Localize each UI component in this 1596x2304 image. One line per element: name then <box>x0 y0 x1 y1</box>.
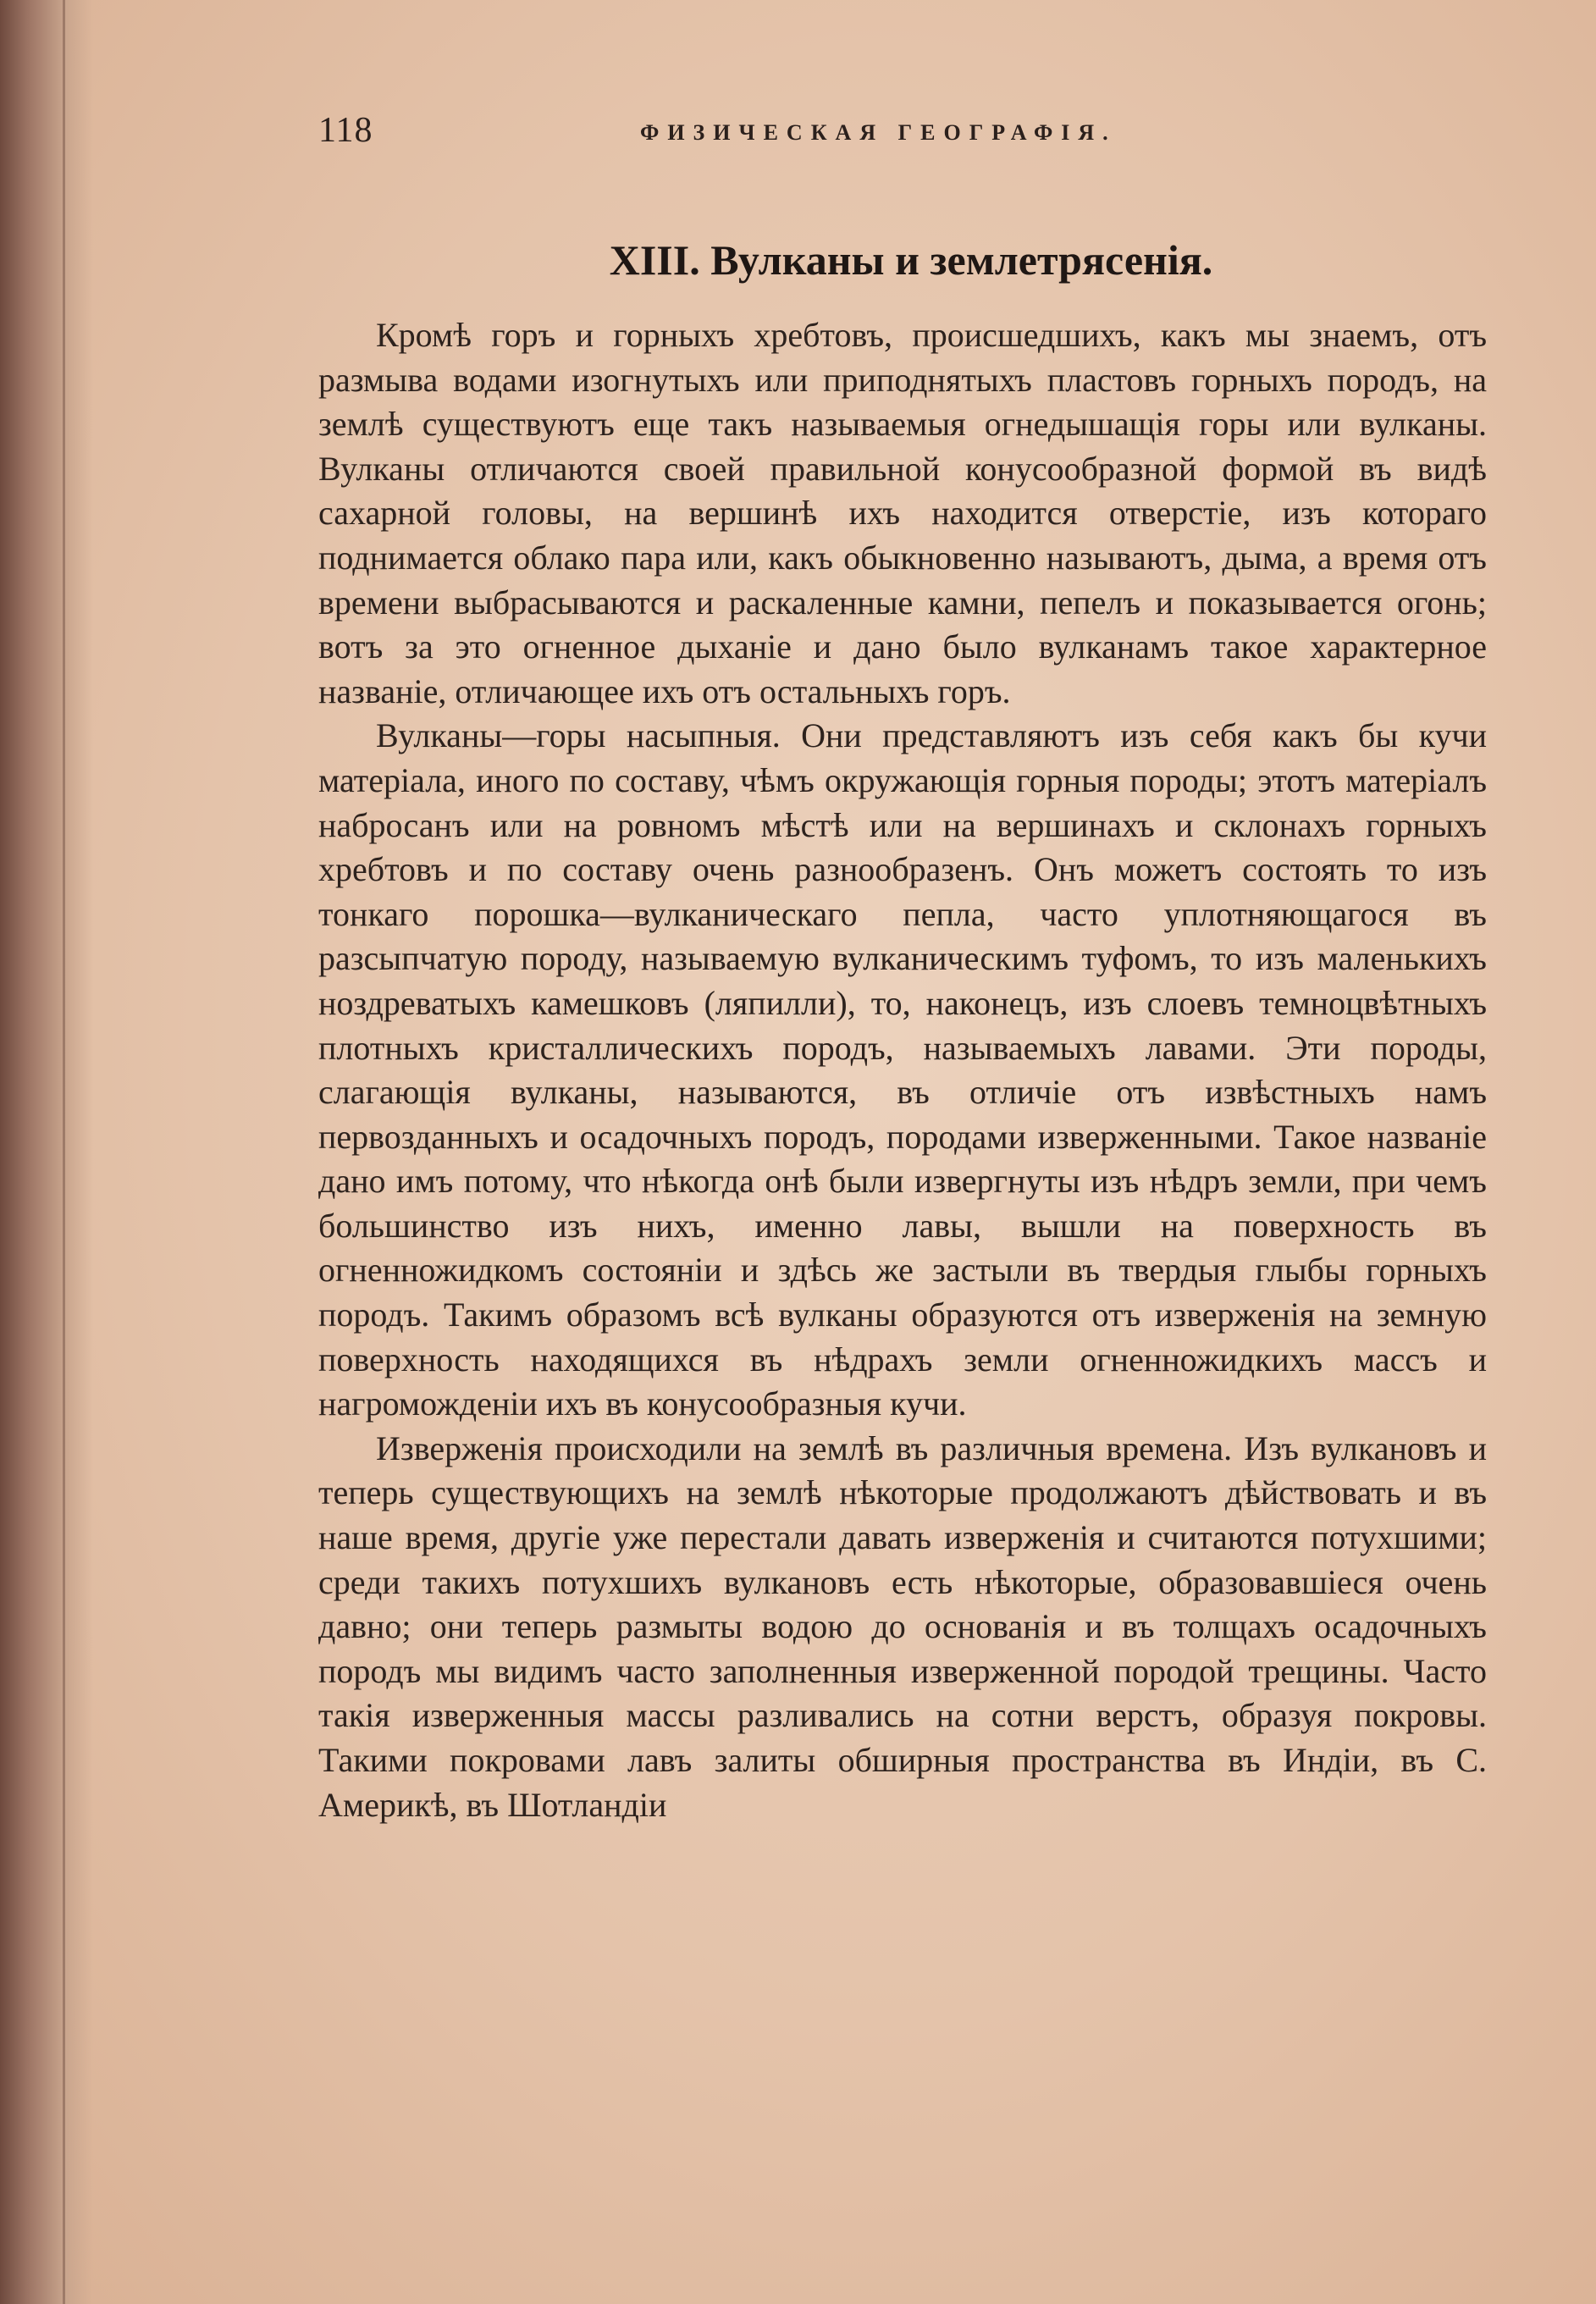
spine-edge-line <box>63 0 65 2304</box>
paragraph-2: Вулканы—горы насыпныя. Они представляютъ изъ себя какъ бы кучи матеріала, иного по составу, чѣмъ окружающія горныя породы; этотъ матеріалъ набросанъ или на ровномъ мѣстѣ или на вершинахъ и склонахъ горныхъ хребтовъ и по составу очень разнообразенъ. Онъ можетъ состоять то изъ тонкаго порошка—вулканическаго пепла, часто уплотняющагося въ разсыпчатую породу, называемую вулканическимъ туфомъ, то изъ маленькихъ ноздреватыхъ камешковъ (ляпилли), то, наконецъ, изъ слоевъ темноцвѣтныхъ плотныхъ кристаллическихъ породъ, называемыхъ лавами. Эти породы, слагающія вулканы, называются, въ отличіе отъ извѣстныхъ намъ первозданныхъ и осадочныхъ породъ, породами изверженными. Такое названіе дано имъ потому, что нѣкогда онѣ были извергнуты изъ нѣдръ земли, при чемъ большинство изъ нихъ, именно лавы, вышли на поверхность въ огненножидкомъ состояніи и здѣсь же застыли въ твердыя глыбы горныхъ породъ. Такимъ образомъ всѣ вулканы образуются отъ изверженія на земную поверхность находящихся въ нѣдрахъ земли огненножидкихъ массъ и нагроможденіи ихъ въ конусообразныя кучи. <box>318 716 1487 1423</box>
paragraph-3: Изверженія происходили на землѣ въ различныя времена. Изъ вулкановъ и теперь существующихъ на землѣ нѣкоторые продолжаютъ дѣйствовать и въ наше время, другіе уже перестали давать изверженія и считаются потухшими; среди такихъ потухшихъ вулкановъ есть нѣкоторые, образовавшіеся очень давно; они теперь размыты водою до основанія и въ толщахъ осадочныхъ породъ мы видимъ часто заполненныя изверженной породой трещины. Часто такія изверженныя массы разливались на сотни верстъ, образуя покровы. Такими покровами лавъ залиты обширныя пространства въ Индіи, въ С. Америкѣ, въ Шотландіи <box>318 1428 1487 1824</box>
chapter-title: XIII. Вулканы и землетрясенія. <box>609 236 1213 284</box>
paragraph-1: Кромѣ горъ и горныхъ хребтовъ, происшедшихъ, какъ мы знаемъ, отъ размыва водами изогнутыхъ или приподнятыхъ пластовъ горныхъ породъ, на землѣ существуютъ еще такъ называемыя огнедышащія горы или вулканы. Вулканы отличаются своей правильной конусообразной формой въ видѣ сахарной головы, на вершинѣ ихъ находится отверстіе, изъ котораго поднимается облако пара или, какъ обыкновенно называютъ, дыма, а время отъ времени выбрасываются и раскаленные камни, пепелъ и показывается огонь; вотъ за это огненное дыханіе и дано было вулканамъ такое характерное названіе, отличающее ихъ отъ остальныхъ горъ. <box>318 316 1487 710</box>
body-text <box>318 313 1487 1827</box>
running-head <box>318 110 1512 161</box>
running-title: ФИЗИЧЕСКАЯ ГЕОГРАФІЯ. <box>640 120 1117 145</box>
page-number: 118 <box>318 111 373 150</box>
book-spine-gutter <box>0 0 93 2304</box>
